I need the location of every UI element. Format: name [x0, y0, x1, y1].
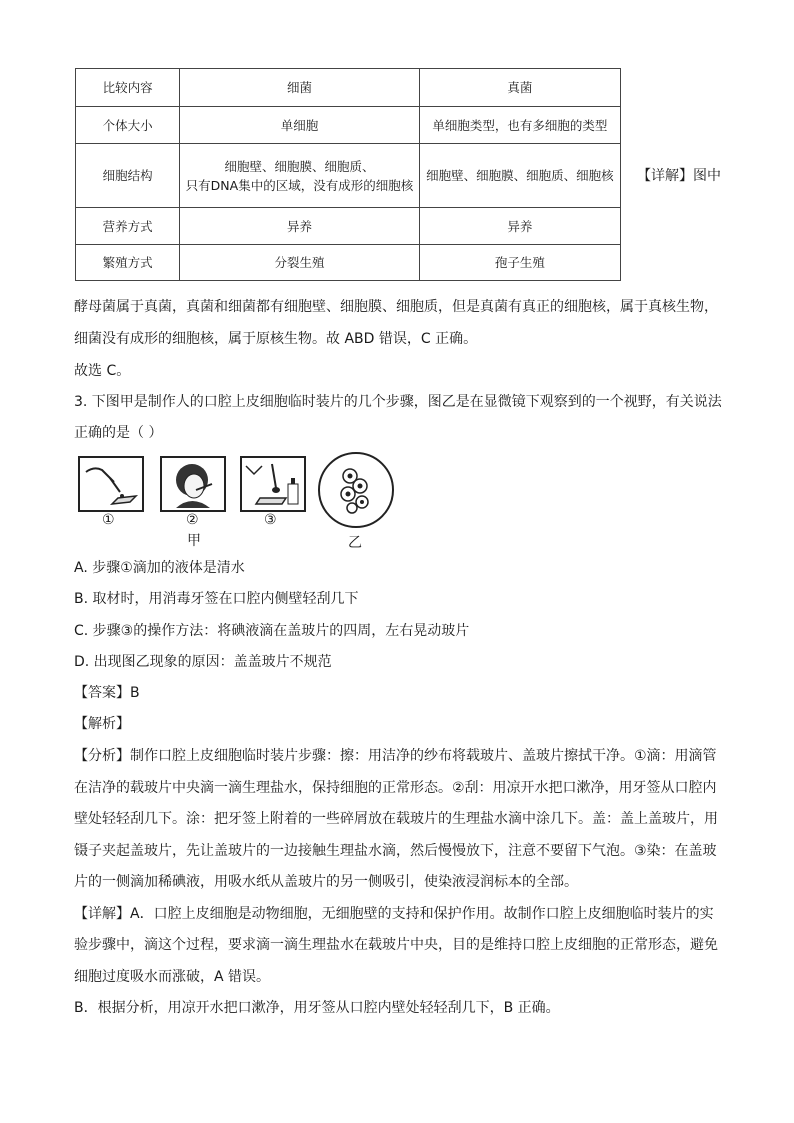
group-label-b: 乙: [348, 535, 362, 551]
table-header-cell: 比较内容: [76, 69, 180, 107]
detail-heading-side: 【详解】图中: [637, 168, 721, 184]
cell-line: 细胞壁、细胞膜、细胞质、: [224, 158, 375, 174]
paragraph-line: 酵母菌属于真菌，真菌和细菌都有细胞壁、细胞膜、细胞质，但是真菌有真正的细胞核，属于真核生物，: [74, 299, 718, 315]
step-2-scrape-image: [160, 456, 226, 512]
row-label: 个体大小: [76, 107, 180, 144]
table-header-row: [76, 69, 621, 107]
table-row: [76, 144, 621, 208]
step-label: ①: [102, 512, 115, 528]
step-label: ②: [186, 512, 199, 528]
table-header-cell: 细菌: [180, 69, 420, 107]
table-row: [76, 107, 621, 144]
analysis-line: 壁处轻轻刮几下。涂：把牙签上附着的一些碎屑放在载玻片的生理盐水滴中涂几下。盖：盖上盖玻片，用: [74, 811, 718, 827]
row-label: 细胞结构: [76, 144, 180, 208]
table-row: [76, 245, 621, 281]
bacteria-cell: [180, 144, 420, 208]
row-label: 营养方式: [76, 208, 180, 245]
bacteria-cell: 单细胞: [180, 107, 420, 144]
step-label: ③: [264, 512, 277, 528]
bacteria-fungi-comparison-table: [75, 68, 621, 281]
detail-line: 验步骤中，滴这个过程，要求滴一滴生理盐水在载玻片中央，目的是维持口腔上皮细胞的正常形态，避免: [74, 937, 718, 953]
detail-line: 细胞过度吸水而涨破，A 错误。: [74, 969, 271, 985]
fungi-cell: 异养: [419, 208, 620, 245]
answer-line: 【答案】B: [74, 685, 140, 701]
step-3-stain-image: [240, 456, 306, 512]
row-label: 繁殖方式: [76, 245, 180, 281]
cell-line: 只有DNA集中的区域，没有成形的细胞核: [185, 177, 414, 193]
analysis-heading: 【解析】: [74, 716, 130, 732]
bacteria-cell: 异养: [180, 208, 420, 245]
option-d: D. 出现图乙现象的原因：盖盖玻片不规范: [74, 654, 332, 670]
option-c: C. 步骤③的操作方法：将碘液滴在盖玻片的四周，左右晃动玻片: [74, 623, 470, 639]
detail-line: 【详解】A．口腔上皮细胞是动物细胞，无细胞壁的支持和保护作用。故制作口腔上皮细胞临时装片的实: [74, 906, 714, 922]
table-header-cell: 真菌: [419, 69, 620, 107]
question-figure: [78, 452, 398, 552]
analysis-line: 片的一侧滴加稀碘液，用吸水纸从盖玻片的另一侧吸引，使染液浸润标本的全部。: [74, 874, 578, 890]
step-1-drop-image: [78, 456, 144, 512]
question-stem-line: 正确的是（ ）: [74, 425, 163, 441]
analysis-line: 【分析】制作口腔上皮细胞临时装片步骤：擦：用洁净的纱布将载玻片、盖玻片擦拭干净。①滴：用滴管: [74, 748, 717, 764]
bacteria-cell: 分裂生殖: [180, 245, 420, 281]
option-b: B. 取材时，用消毒牙签在口腔内侧壁轻刮几下: [74, 591, 359, 607]
question-stem-line: 3. 下图甲是制作人的口腔上皮细胞临时装片的几个步骤，图乙是在显微镜下观察到的一个视野，有关说法: [74, 394, 722, 410]
group-label-a: 甲: [187, 533, 201, 549]
fungi-cell: 单细胞类型，也有多细胞的类型: [419, 107, 620, 144]
analysis-line: 在洁净的载玻片中央滴一滴生理盐水，保持细胞的正常形态。②刮：用凉开水把口漱净，用牙签从口腔内: [74, 780, 717, 796]
option-a: A. 步骤①滴加的液体是清水: [74, 560, 245, 576]
fungi-cell: 细胞壁、细胞膜、细胞质、细胞核: [419, 144, 620, 208]
table-row: [76, 208, 621, 245]
analysis-line: 镊子夹起盖玻片，先让盖玻片的一边接触生理盐水滴，然后慢慢放下，注意不要留下气泡。③染：在盖玻: [74, 843, 717, 859]
fungi-cell: 孢子生殖: [419, 245, 620, 281]
paragraph-line: 故选 C。: [74, 363, 131, 379]
paragraph-line: 细菌没有成形的细胞核，属于原核生物。故 ABD 错误，C 正确。: [74, 331, 478, 347]
detail-line: B．根据分析，用凉开水把口漱净，用牙签从口腔内壁处轻轻刮几下，B 正确。: [74, 1000, 560, 1016]
microscope-view-image: [318, 452, 394, 528]
